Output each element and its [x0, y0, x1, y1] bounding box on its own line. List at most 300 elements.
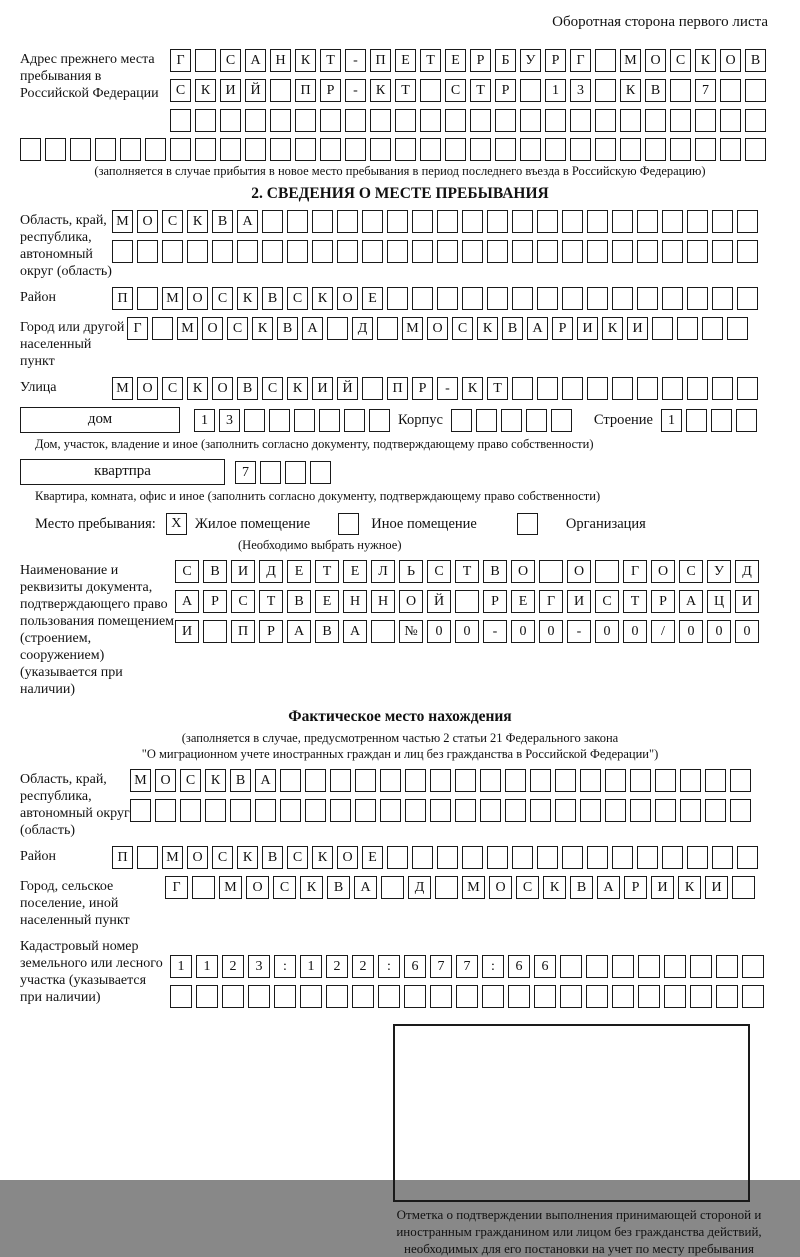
- char-cell: [736, 409, 757, 432]
- char-cell: [537, 377, 558, 400]
- char-cell: [711, 409, 732, 432]
- actual-district-row: [112, 846, 758, 869]
- char-cell: [745, 138, 766, 161]
- char-cell: [230, 799, 251, 822]
- char-cell: [662, 240, 683, 263]
- char-cell: [526, 409, 547, 432]
- char-cell: [716, 955, 738, 978]
- char-cell: [537, 287, 558, 310]
- char-cell: Т: [320, 49, 341, 72]
- char-cell: Т: [487, 377, 508, 400]
- region-label: Область, край, республика, автономный округ (область): [20, 213, 112, 279]
- char-cell: Б: [495, 49, 516, 72]
- char-cell: [145, 138, 166, 161]
- char-cell: [562, 846, 583, 869]
- char-cell: Е: [362, 287, 383, 310]
- char-cell: [512, 846, 533, 869]
- char-cell: В: [570, 876, 593, 899]
- char-cell: [645, 138, 666, 161]
- char-cell: [720, 138, 741, 161]
- char-cell: [737, 846, 758, 869]
- char-cell: 1: [545, 79, 566, 102]
- char-cell: [380, 799, 401, 822]
- char-cell: [587, 240, 608, 263]
- char-cell: 3: [570, 79, 591, 102]
- char-cell: [170, 985, 192, 1008]
- char-cell: О: [246, 876, 269, 899]
- char-cell: С: [162, 210, 183, 233]
- char-cell: К: [678, 876, 701, 899]
- cadastral-label: Кадастровый номер земельного или лесного участка (указывается при наличии): [20, 939, 163, 1005]
- char-cell: А: [597, 876, 620, 899]
- actual-district-block: [20, 846, 780, 869]
- char-cell: 0: [623, 620, 647, 643]
- char-cell: С: [595, 590, 619, 613]
- char-cell: [662, 377, 683, 400]
- char-cell: С: [212, 846, 233, 869]
- char-cell: Д: [735, 560, 759, 583]
- char-cell: [330, 799, 351, 822]
- char-cell: [686, 409, 707, 432]
- char-cell: [570, 109, 591, 132]
- char-cell: [248, 985, 270, 1008]
- street-label: Улица: [20, 380, 57, 395]
- char-cell: [737, 240, 758, 263]
- char-cell: П: [370, 49, 391, 72]
- char-cell: [455, 799, 476, 822]
- char-cell: [638, 955, 660, 978]
- char-cell: О: [187, 287, 208, 310]
- char-cell: Д: [352, 317, 373, 340]
- char-cell: С: [287, 287, 308, 310]
- prev-address-row-3: [170, 109, 766, 132]
- actual-region-label: Область, край, республика, автономный округ (область): [20, 772, 130, 838]
- char-cell: 0: [455, 620, 479, 643]
- char-cell: [470, 109, 491, 132]
- char-cell: [470, 138, 491, 161]
- char-cell: [705, 769, 726, 792]
- char-cell: [720, 79, 741, 102]
- stamp-box: [393, 1024, 750, 1202]
- char-cell: [630, 799, 651, 822]
- char-cell: Й: [245, 79, 266, 102]
- char-cell: О: [511, 560, 535, 583]
- char-cell: [244, 409, 265, 432]
- char-cell: 1: [196, 955, 218, 978]
- char-cell: [545, 109, 566, 132]
- char-cell: -: [483, 620, 507, 643]
- char-cell: К: [287, 377, 308, 400]
- char-cell: [505, 799, 526, 822]
- char-cell: [662, 287, 683, 310]
- char-cell: [612, 240, 633, 263]
- char-cell: [455, 769, 476, 792]
- char-cell: [270, 109, 291, 132]
- actual-district-label: Район: [20, 849, 56, 864]
- char-cell: К: [252, 317, 273, 340]
- char-cell: С: [170, 79, 191, 102]
- char-cell: Е: [395, 49, 416, 72]
- prev-address-row-4: [20, 138, 780, 161]
- char-cell: К: [187, 210, 208, 233]
- char-cell: Е: [362, 846, 383, 869]
- char-cell: [737, 287, 758, 310]
- char-cell: И: [577, 317, 598, 340]
- char-cell: [462, 287, 483, 310]
- char-cell: Г: [165, 876, 188, 899]
- char-cell: [545, 138, 566, 161]
- char-cell: [387, 846, 408, 869]
- char-cell: -: [437, 377, 458, 400]
- stay-option-organization-checkbox: [517, 513, 538, 535]
- char-cell: 6: [534, 955, 556, 978]
- char-cell: А: [255, 769, 276, 792]
- section2-title: 2. СВЕДЕНИЯ О МЕСТЕ ПРЕБЫВАНИЯ: [251, 185, 549, 202]
- char-cell: 3: [248, 955, 270, 978]
- char-cell: 1: [194, 409, 215, 432]
- char-cell: [287, 210, 308, 233]
- char-cell: [451, 409, 472, 432]
- char-cell: И: [312, 377, 333, 400]
- char-cell: К: [187, 377, 208, 400]
- char-cell: К: [195, 79, 216, 102]
- cadastral-block: [20, 936, 780, 1008]
- stay-type-block: [20, 513, 780, 535]
- char-cell: [380, 769, 401, 792]
- char-cell: [605, 769, 626, 792]
- city-label: Город или другой населенный пункт: [20, 320, 125, 369]
- char-cell: [295, 109, 316, 132]
- char-cell: [520, 138, 541, 161]
- char-cell: [487, 287, 508, 310]
- char-cell: [737, 377, 758, 400]
- char-cell: [162, 240, 183, 263]
- char-cell: Р: [495, 79, 516, 102]
- char-cell: [203, 620, 227, 643]
- char-cell: С: [162, 377, 183, 400]
- char-cell: [687, 846, 708, 869]
- char-cell: О: [137, 377, 158, 400]
- prev-address-note: (заполняется в случае прибытия в новое место пребывания в период последнего въезда в Российскую Федерацию): [94, 164, 706, 178]
- char-cell: [508, 985, 530, 1008]
- char-cell: Г: [623, 560, 647, 583]
- char-cell: [745, 79, 766, 102]
- char-cell: [562, 377, 583, 400]
- char-cell: [137, 846, 158, 869]
- char-cell: [287, 240, 308, 263]
- char-cell: [430, 985, 452, 1008]
- char-cell: [587, 377, 608, 400]
- char-cell: А: [302, 317, 323, 340]
- actual-region-rows: [130, 769, 751, 822]
- char-cell: Р: [552, 317, 573, 340]
- char-cell: [412, 287, 433, 310]
- char-cell: [480, 799, 501, 822]
- stay-option-other-label: Иное помещение: [371, 515, 477, 532]
- char-cell: [285, 461, 306, 484]
- char-cell: А: [354, 876, 377, 899]
- char-cell: В: [315, 620, 339, 643]
- char-cell: [495, 109, 516, 132]
- char-cell: Г: [570, 49, 591, 72]
- char-cell: [480, 769, 501, 792]
- char-cell: 0: [595, 620, 619, 643]
- char-cell: [195, 49, 216, 72]
- char-cell: Е: [445, 49, 466, 72]
- char-cell: Т: [395, 79, 416, 102]
- char-cell: Е: [511, 590, 535, 613]
- char-cell: [637, 377, 658, 400]
- stay-type-note: (Необходимо выбрать нужное): [238, 538, 402, 552]
- char-cell: Т: [315, 560, 339, 583]
- char-cell: [742, 955, 764, 978]
- char-cell: [637, 210, 658, 233]
- char-cell: [690, 955, 712, 978]
- char-cell: Р: [483, 590, 507, 613]
- char-cell: М: [219, 876, 242, 899]
- char-cell: В: [277, 317, 298, 340]
- cadastral-row-1: [170, 955, 764, 978]
- char-cell: [137, 240, 158, 263]
- char-cell: [130, 799, 151, 822]
- char-cell: [687, 240, 708, 263]
- char-cell: [445, 109, 466, 132]
- char-cell: [435, 876, 458, 899]
- char-cell: С: [180, 769, 201, 792]
- char-cell: О: [489, 876, 512, 899]
- char-cell: [560, 955, 582, 978]
- char-cell: [412, 210, 433, 233]
- char-cell: [732, 876, 755, 899]
- actual-location-note-2: "О миграционном учете иностранных граждан и лиц без гражданства в Российской Федерации"): [141, 747, 659, 761]
- char-cell: [430, 769, 451, 792]
- stay-option-organization-label: Организация: [565, 515, 646, 532]
- char-cell: [355, 769, 376, 792]
- char-cell: [362, 210, 383, 233]
- page-side-note: Оборотная сторона первого листа: [552, 14, 768, 30]
- document-row-3: [175, 620, 759, 643]
- char-cell: 2: [222, 955, 244, 978]
- char-cell: Г: [127, 317, 148, 340]
- char-cell: Ц: [707, 590, 731, 613]
- char-cell: О: [202, 317, 223, 340]
- char-cell: К: [205, 769, 226, 792]
- char-cell: [345, 138, 366, 161]
- char-cell: -: [567, 620, 591, 643]
- char-cell: [20, 138, 41, 161]
- char-cell: :: [274, 955, 296, 978]
- char-cell: И: [705, 876, 728, 899]
- char-cell: [295, 138, 316, 161]
- prev-address-row-2: [170, 79, 766, 102]
- char-cell: [662, 846, 683, 869]
- house-block: [20, 407, 780, 433]
- char-cell: [170, 109, 191, 132]
- char-cell: [482, 985, 504, 1008]
- char-cell: [587, 846, 608, 869]
- char-cell: [612, 955, 634, 978]
- char-cell: И: [627, 317, 648, 340]
- char-cell: [387, 240, 408, 263]
- char-cell: [587, 210, 608, 233]
- char-cell: [487, 240, 508, 263]
- char-cell: П: [112, 846, 133, 869]
- char-cell: К: [370, 79, 391, 102]
- char-cell: [586, 955, 608, 978]
- char-cell: К: [602, 317, 623, 340]
- char-cell: [70, 138, 91, 161]
- char-cell: К: [462, 377, 483, 400]
- char-cell: М: [402, 317, 423, 340]
- house-cells: [194, 409, 390, 432]
- korpus-cells: [451, 409, 572, 432]
- actual-city-block: [20, 876, 780, 929]
- char-cell: 0: [679, 620, 703, 643]
- char-cell: П: [231, 620, 255, 643]
- char-cell: [362, 377, 383, 400]
- char-cell: [237, 240, 258, 263]
- char-cell: [670, 109, 691, 132]
- actual-city-label: Город, сельское поселение, иной населенный пункт: [20, 879, 130, 928]
- char-cell: [539, 560, 563, 583]
- district-block: [20, 287, 780, 310]
- char-cell: [612, 846, 633, 869]
- char-cell: О: [137, 210, 158, 233]
- char-cell: Т: [455, 560, 479, 583]
- char-cell: Р: [203, 590, 227, 613]
- char-cell: В: [212, 210, 233, 233]
- char-cell: 0: [539, 620, 563, 643]
- korpus-label: Корпус: [398, 412, 443, 428]
- char-cell: 7: [456, 955, 478, 978]
- char-cell: [652, 317, 673, 340]
- char-cell: [512, 210, 533, 233]
- char-cell: К: [312, 846, 333, 869]
- char-cell: [445, 138, 466, 161]
- region-row-2: [112, 240, 758, 263]
- char-cell: [716, 985, 738, 1008]
- char-cell: Т: [470, 79, 491, 102]
- stay-option-other-checkbox: [338, 513, 359, 535]
- char-cell: [620, 109, 641, 132]
- char-cell: Л: [371, 560, 395, 583]
- char-cell: А: [343, 620, 367, 643]
- char-cell: [695, 138, 716, 161]
- char-cell: [220, 138, 241, 161]
- char-cell: [152, 317, 173, 340]
- char-cell: К: [620, 79, 641, 102]
- char-cell: Й: [427, 590, 451, 613]
- stroenie-label: Строение: [593, 412, 653, 428]
- char-cell: О: [337, 287, 358, 310]
- char-cell: [462, 210, 483, 233]
- char-cell: В: [745, 49, 766, 72]
- char-cell: [369, 409, 390, 432]
- actual-city-row: [165, 876, 755, 899]
- char-cell: [645, 109, 666, 132]
- house-field-box: дом: [20, 407, 180, 433]
- char-cell: [712, 287, 733, 310]
- char-cell: /: [651, 620, 675, 643]
- prev-address-row-1: [170, 49, 766, 72]
- region-block: [20, 210, 780, 280]
- char-cell: [337, 240, 358, 263]
- char-cell: [670, 138, 691, 161]
- char-cell: 0: [735, 620, 759, 643]
- char-cell: [270, 79, 291, 102]
- char-cell: [305, 769, 326, 792]
- char-cell: Й: [337, 377, 358, 400]
- char-cell: [412, 240, 433, 263]
- char-cell: Р: [470, 49, 491, 72]
- char-cell: Д: [408, 876, 431, 899]
- char-cell: [487, 846, 508, 869]
- char-cell: С: [273, 876, 296, 899]
- char-cell: [537, 210, 558, 233]
- char-cell: О: [427, 317, 448, 340]
- document-row-2: [175, 590, 759, 613]
- char-cell: [370, 109, 391, 132]
- char-cell: С: [670, 49, 691, 72]
- char-cell: [605, 799, 626, 822]
- char-cell: П: [387, 377, 408, 400]
- char-cell: П: [295, 79, 316, 102]
- char-cell: [362, 240, 383, 263]
- char-cell: [655, 769, 676, 792]
- char-cell: [677, 317, 698, 340]
- char-cell: [487, 210, 508, 233]
- char-cell: [320, 109, 341, 132]
- char-cell: [520, 109, 541, 132]
- char-cell: [310, 461, 331, 484]
- char-cell: [222, 985, 244, 1008]
- char-cell: [638, 985, 660, 1008]
- char-cell: В: [230, 769, 251, 792]
- char-cell: [695, 109, 716, 132]
- char-cell: Н: [371, 590, 395, 613]
- apartment-note: Квартира, комната, офис и иное (заполнить согласно документу, подтверждающему право собственности): [35, 489, 601, 503]
- char-cell: [712, 377, 733, 400]
- char-cell: [344, 409, 365, 432]
- char-cell: У: [707, 560, 731, 583]
- char-cell: О: [212, 377, 233, 400]
- char-cell: 1: [661, 409, 682, 432]
- char-cell: [687, 377, 708, 400]
- char-cell: [245, 138, 266, 161]
- char-cell: 0: [707, 620, 731, 643]
- char-cell: [120, 138, 141, 161]
- char-cell: [727, 317, 748, 340]
- stamp-note: Отметка о подтверждении выполнения принимающей стороной и иностранным гражданином или лицом без гражданства действий, необходимых для его постановки на учет по месту пребывания: [396, 1207, 762, 1256]
- char-cell: [537, 846, 558, 869]
- char-cell: [560, 985, 582, 1008]
- char-cell: [587, 287, 608, 310]
- char-cell: [430, 799, 451, 822]
- char-cell: [405, 799, 426, 822]
- char-cell: [370, 138, 391, 161]
- city-block: [20, 317, 780, 370]
- actual-region-row-1: [130, 769, 751, 792]
- char-cell: [580, 799, 601, 822]
- apartment-block: [20, 459, 780, 485]
- char-cell: [730, 769, 751, 792]
- char-cell: [387, 210, 408, 233]
- document-rows: [175, 560, 759, 643]
- char-cell: [530, 769, 551, 792]
- char-cell: [245, 109, 266, 132]
- actual-location-note-1: (заполняется в случае, предусмотренном частью 2 статьи 21 Федерального закона: [181, 731, 619, 745]
- char-cell: И: [651, 876, 674, 899]
